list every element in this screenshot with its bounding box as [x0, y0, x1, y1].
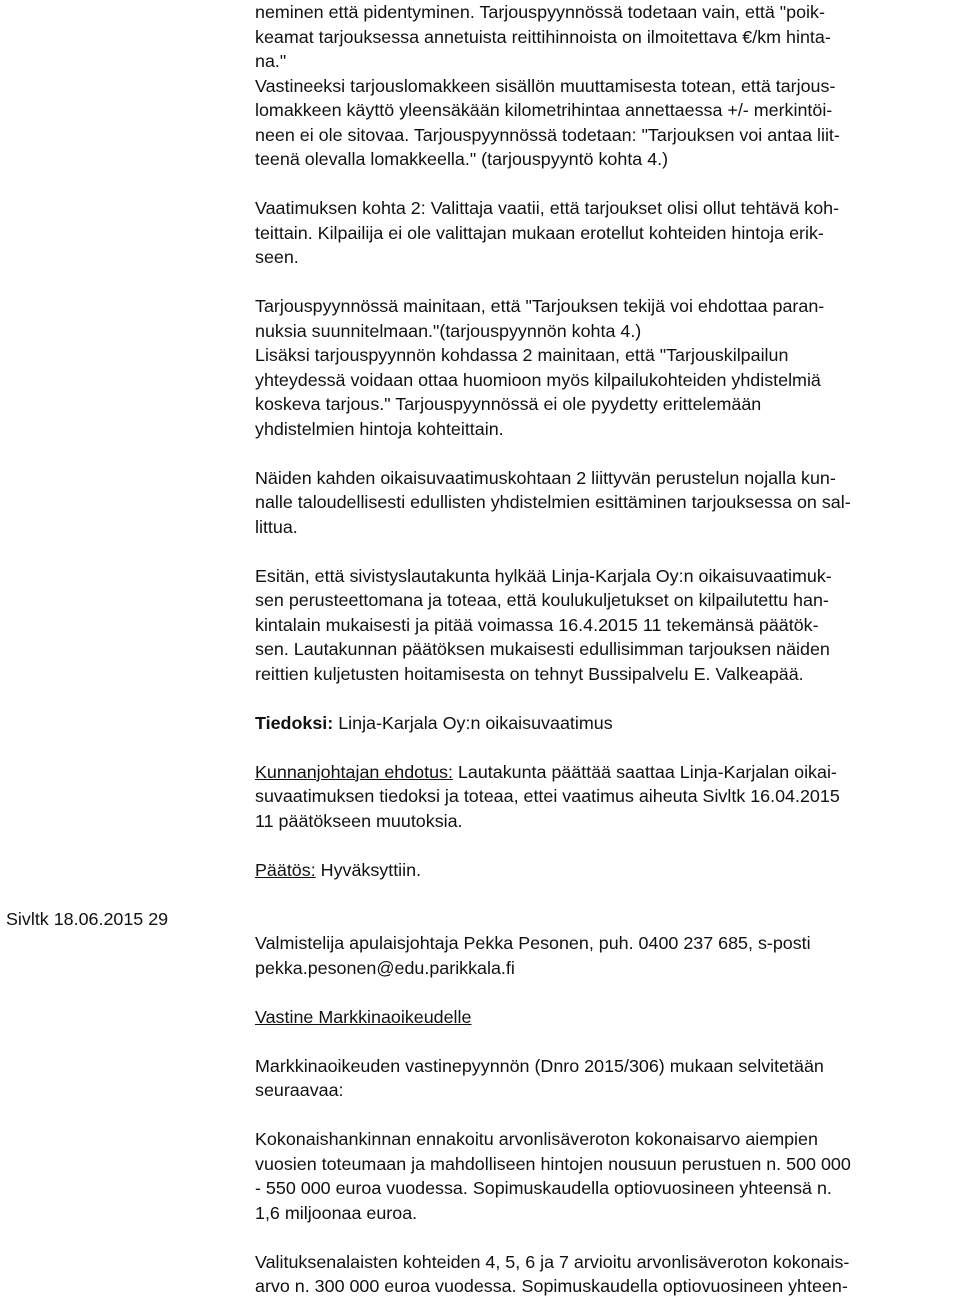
- text-line: Valituksenalaisten kohteiden 4, 5, 6 ja 7 arvioitu arvonlisäveroton kokonais-: [255, 1251, 850, 1272]
- paragraph-proposal: [255, 564, 960, 687]
- text-line: Vaatimuksen kohta 2: Valittaja vaatii, että tarjoukset olisi ollut tehtävä koh-: [255, 198, 840, 218]
- paragraph-offer-deviations: [255, 0, 960, 172]
- text-line: - 550 000 euroa vuodessa. Sopimuskaudella optiovuosineen yhteensä n.: [255, 1178, 832, 1198]
- ehdotus-label: Kunnanjohtajan ehdotus:: [255, 761, 453, 782]
- text-line: arvo n. 300 000 euroa vuodessa. Sopimuskaudella optiovuosineen yhteen-: [255, 1276, 848, 1296]
- text-line: 1,6 miljoonaa euroa.: [255, 1202, 418, 1223]
- text-line: na.": [255, 51, 287, 71]
- text-line: vuosien toteumaan ja mahdolliseen hintojen nousuun perustuen n. 500 000: [255, 1153, 851, 1174]
- paragraph-conclusion: [255, 466, 960, 540]
- text-line: Näiden kahden oikaisuvaatimuskohtaan 2 liittyvän perustelun nojalla kun-: [255, 467, 836, 488]
- paatos-text: Hyväksyttiin.: [315, 859, 422, 880]
- tiedoksi-line: [255, 711, 960, 736]
- text-line: 11 päätökseen muutoksia.: [255, 810, 463, 831]
- document-body: [255, 0, 960, 1299]
- paragraph-preparer: [255, 931, 960, 980]
- text-line: teenä olevalla lomakkeella." (tarjouspyyntö kohta 4.): [255, 149, 669, 169]
- decision-line: [255, 858, 960, 883]
- text-line: neminen että pidentyminen. Tarjouspyynnössä todetaan vain, että "poik-: [255, 2, 825, 22]
- text-line: lomakkeen käyttö yleensäkään kilometrihintaa annettaessa +/- merkintöi-: [255, 100, 833, 120]
- text-line: sen. Lautakunnan päätöksen mukaisesti edullisimman tarjouksen näiden: [255, 639, 830, 659]
- paragraph-total-value: [255, 1127, 960, 1225]
- text-line: keamat tarjouksessa annetuista reittihinnoista on ilmoitettava €/km hinta-: [255, 26, 831, 47]
- text-line: koskeva tarjous." Tarjouspyynnössä ei ole pyydetty erittelemään: [255, 394, 762, 414]
- text-line: [255, 760, 960, 785]
- ehdotus-text: Lautakunta päättää saattaa Linja-Karjalan oikai-: [452, 761, 837, 782]
- text-line: littua.: [255, 516, 298, 537]
- paragraph-claim-2: [255, 196, 960, 270]
- tiedoksi-text: Linja-Karjala Oy:n oikaisuvaatimus: [333, 712, 613, 733]
- text-line: Esitän, että sivistyslautakunta hylkää Linja-Karjala Oy:n oikaisuvaatimuk-: [255, 565, 832, 586]
- text-line: nalle taloudellisesti edullisten yhdistelmien esittäminen tarjouksessa on sal-: [255, 492, 851, 512]
- text-line: Valmistelija apulaisjohtaja Pekka Pesonen, puh. 0400 237 685, s-posti: [255, 933, 811, 953]
- text-line: Tarjouspyynnössä mainitaan, että "Tarjouksen tekijä voi ehdottaa paran-: [255, 296, 825, 316]
- text-line: seuraavaa:: [255, 1080, 344, 1100]
- paragraph-appealed-value: [255, 1250, 960, 1299]
- text-line: reittien kuljetusten hoitamisesta on tehnyt Bussipalvelu E. Valkeapää.: [255, 663, 804, 684]
- text-line: Lisäksi tarjouspyynnön kohdassa 2 mainitaan, että "Tarjouskilpailun: [255, 345, 789, 365]
- text-line: yhteydessä voidaan ottaa huomioon myös kilpailukohteiden yhdistelmiä: [255, 369, 821, 390]
- paragraph-mayor-proposal: [255, 760, 960, 834]
- text-line: sen perusteettomana ja toteaa, että koulukuljetukset on kilpailutettu han-: [255, 590, 829, 610]
- text-line: yhdistelmien hintoja kohteittain.: [255, 418, 504, 439]
- paragraph-improvements: [255, 294, 960, 441]
- vastine-heading: Vastine Markkinaoikeudelle: [255, 1006, 472, 1027]
- text-line: suvaatimuksen tiedoksi ja toteaa, ettei vaatimus aiheuta Sivltk 16.04.2015: [255, 786, 840, 806]
- text-line: neen ei ole sitovaa. Tarjouspyynnössä todetaan: "Tarjouksen voi antaa liit-: [255, 124, 840, 145]
- meeting-reference: Sivltk 18.06.2015 29: [6, 909, 169, 929]
- preparer-email: pekka.pesonen@edu.parikkala.fi: [255, 957, 515, 978]
- paatos-label: Päätös:: [255, 859, 316, 880]
- paragraph-market-court-request: [255, 1054, 960, 1103]
- text-line: Vastineeksi tarjouslomakkeen sisällön muuttamisesta totean, että tarjous-: [255, 75, 836, 96]
- text-line: seen.: [255, 247, 299, 267]
- text-line: Kokonaishankinnan ennakoitu arvonlisäveroton kokonaisarvo aiempien: [255, 1129, 818, 1149]
- text-line: kintalain mukaisesti ja pitää voimassa 16.4.2015 11 tekemänsä päätök-: [255, 614, 819, 635]
- text-line: Markkinaoikeuden vastinepyynnön (Dnro 2015/306) mukaan selvitetään: [255, 1055, 824, 1076]
- text-line: teittain. Kilpailija ei ole valittajan mukaan erotellut kohteiden hintoja erik-: [255, 222, 824, 243]
- tiedoksi-label: Tiedoksi:: [255, 712, 334, 733]
- section-heading: [255, 1005, 960, 1030]
- text-line: nuksia suunnitelmaan."(tarjouspyynnön kohta 4.): [255, 320, 642, 341]
